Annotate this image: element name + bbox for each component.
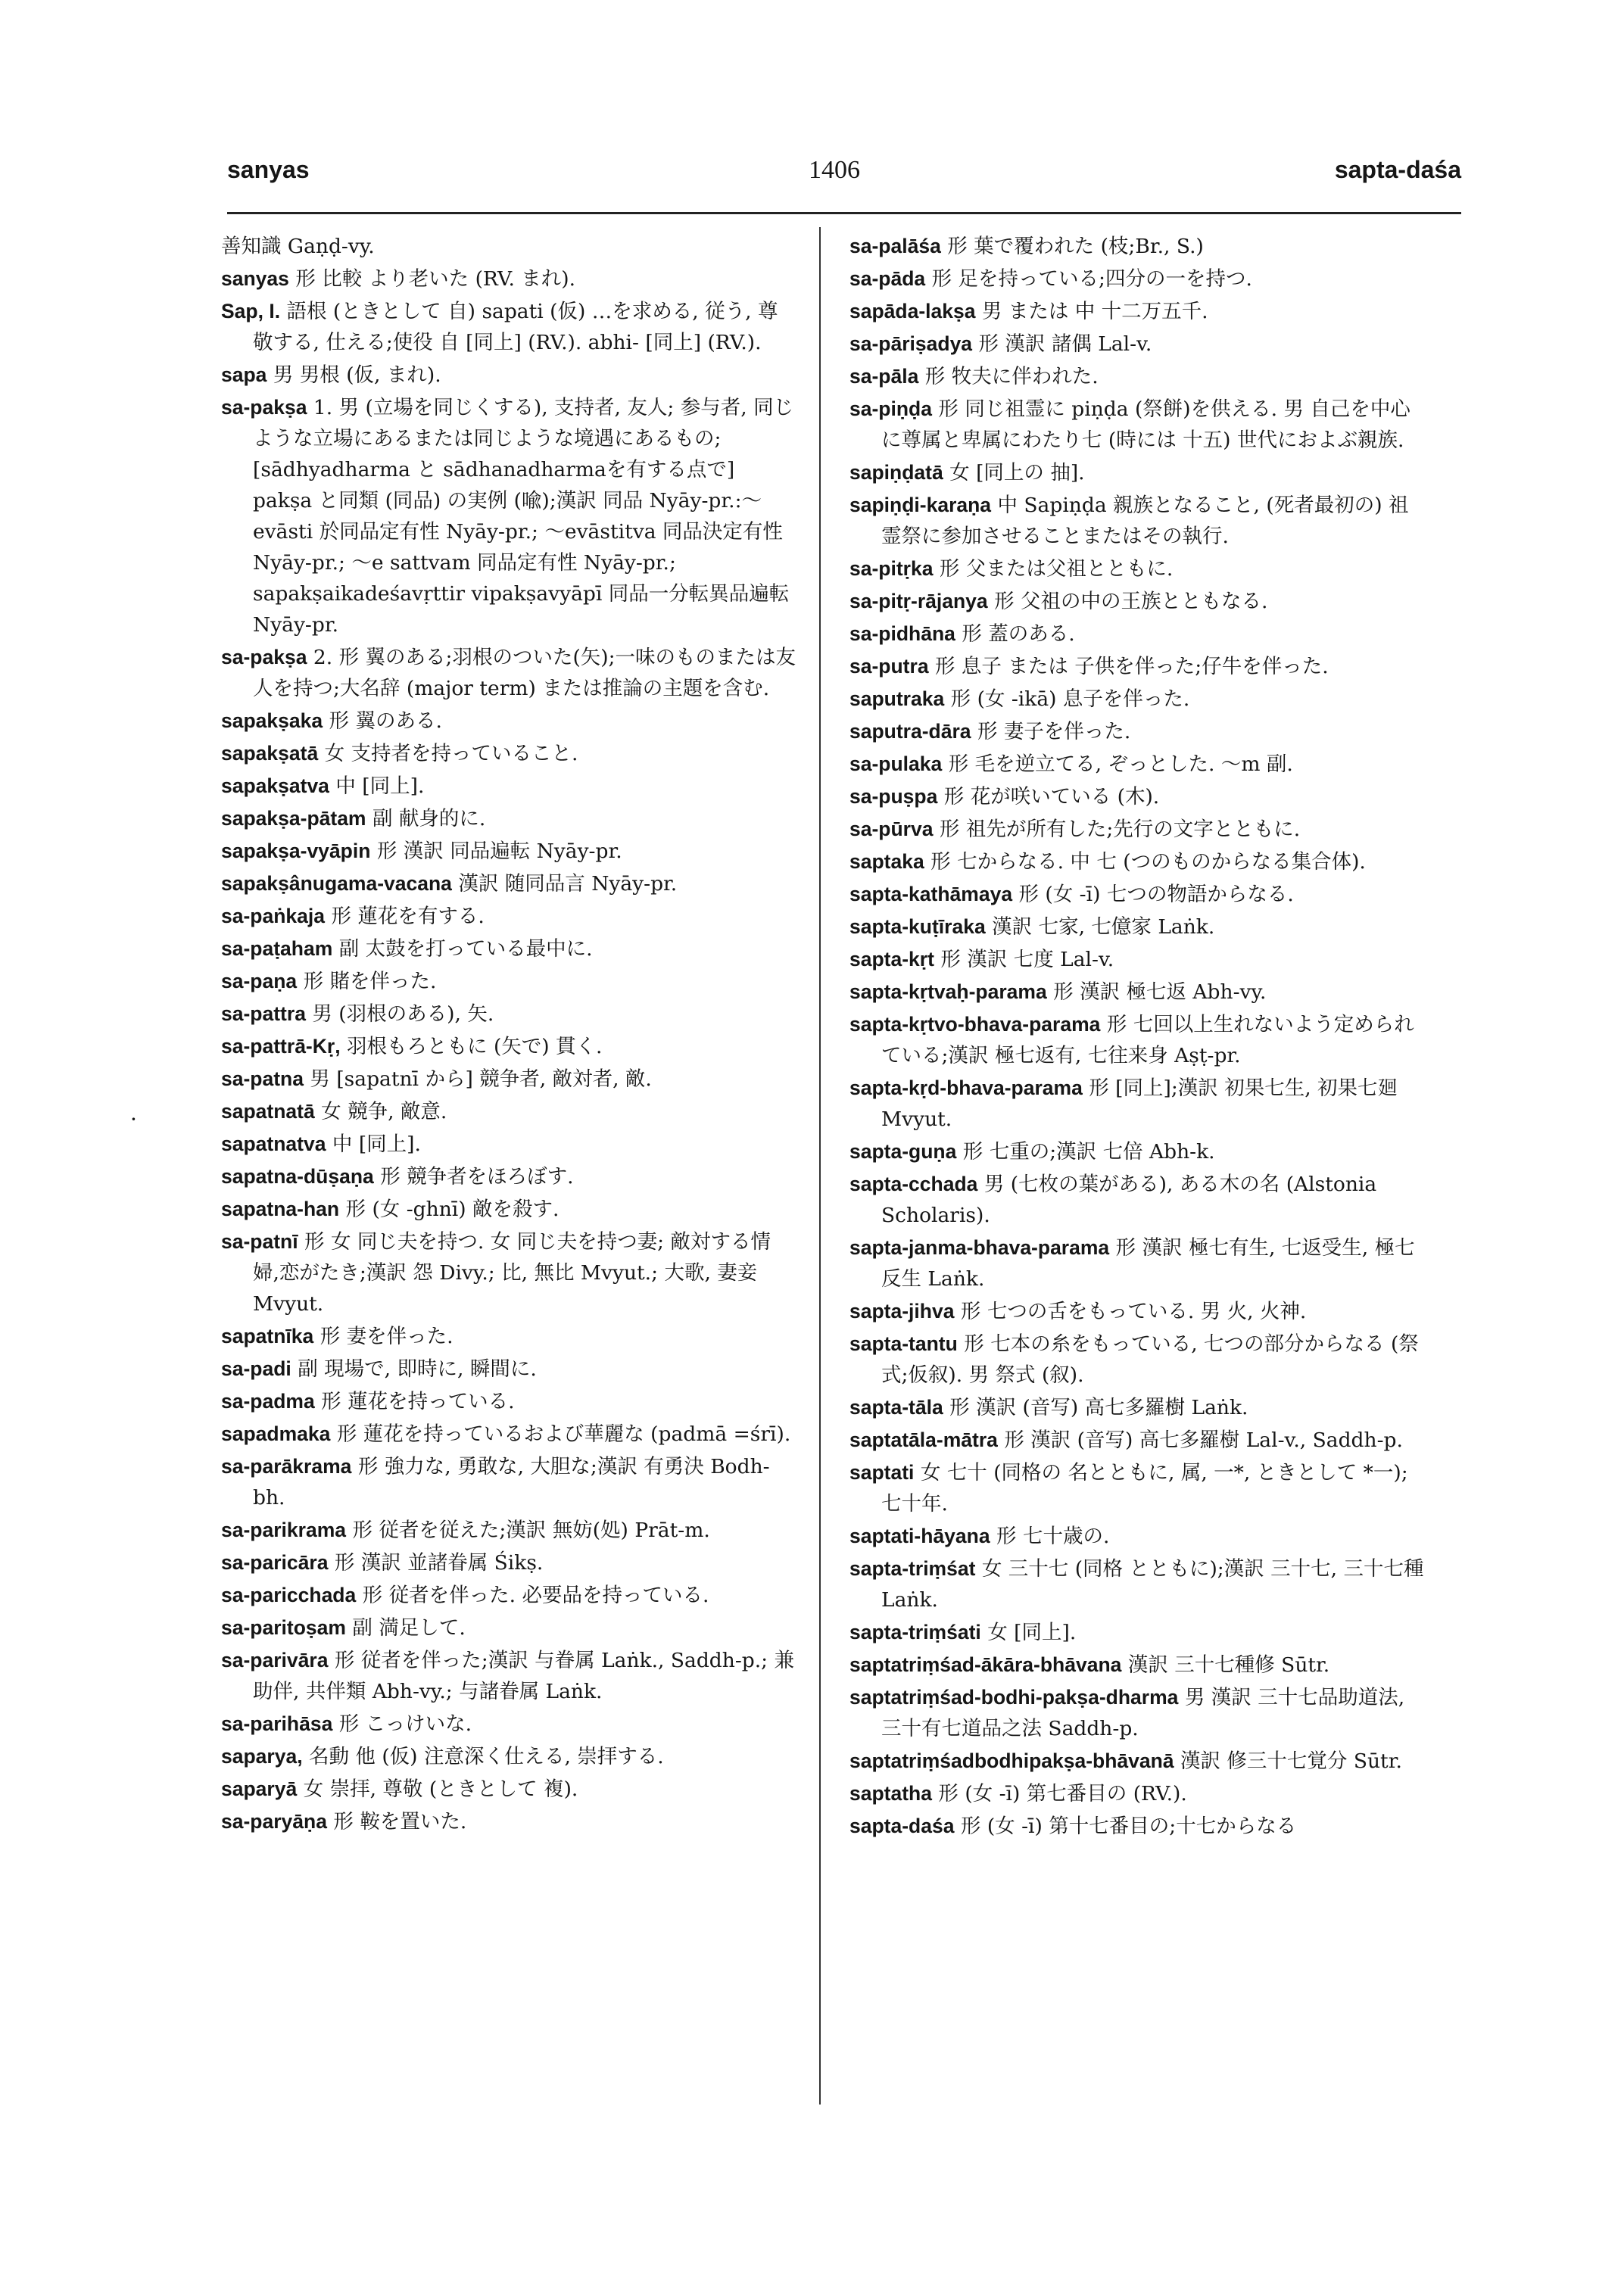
entry-headword: sa-pidhāna <box>849 622 955 645</box>
entry-headword: sapta-kṛd-bhava-parama <box>849 1076 1083 1099</box>
dictionary-entry <box>849 977 1425 1008</box>
entry-definition: 形 漢訳 諸偶 Lal-v. <box>978 332 1152 356</box>
dictionary-entry <box>221 771 796 802</box>
entry-definition: 形 蓮花を有する. <box>331 905 485 928</box>
stray-mark: · <box>130 1107 137 1132</box>
dictionary-entry <box>221 296 796 358</box>
entry-headword: sapāda-lakṣa <box>849 300 976 322</box>
dictionary-entry <box>849 1811 1425 1842</box>
dictionary-entry <box>849 846 1425 877</box>
entry-definition: 形 (女 -ī) 七つの物語からなる. <box>1018 883 1294 906</box>
entry-definition: 形 強力な, 勇敢な, 大胆な;漢訳 有勇決 Bodh-bh. <box>253 1455 770 1509</box>
dictionary-entry <box>221 1386 796 1417</box>
entry-headword: sa-puṣpa <box>849 785 938 808</box>
entry-definition: 男 (羽根のある), 矢. <box>312 1002 494 1026</box>
entry-definition: 形 毛を逆立てる, ぞっとした. ～m 副. <box>948 752 1293 776</box>
entry-headword: sanyas <box>221 267 289 290</box>
entry-headword: saputra-dāra <box>849 720 971 743</box>
entry-headword: sa-pāriṣadya <box>849 332 973 355</box>
entry-headword: sapakṣatā <box>221 742 319 765</box>
entry-headword: sapakṣa-vyāpin <box>221 840 371 862</box>
entry-headword: sapta-daśa <box>849 1815 955 1837</box>
entry-definition: 形 葉で覆われた (枝;Br., S.) <box>947 235 1204 258</box>
header-rule <box>227 212 1461 214</box>
entry-headword: sa-paricāra <box>221 1551 329 1574</box>
entry-headword: sa-patnī <box>221 1230 298 1253</box>
dictionary-entry <box>849 231 1425 262</box>
entry-headword: sa-pattrā-Kṛ, <box>221 1035 341 1058</box>
entry-headword: sapakṣa-pātam <box>221 807 366 830</box>
entry-headword: sa-paryāṇa <box>221 1810 327 1833</box>
entry-definition: 男 (七枚の葉がある), ある木の名 (Alstonia Scholaris). <box>881 1173 1377 1227</box>
dictionary-entry <box>849 553 1425 584</box>
entry-definition: 男 漢訳 三十七品助道法, 三十有七道品之法 Saddh-p. <box>881 1686 1405 1740</box>
entry-headword: sa-parākrama <box>221 1455 352 1478</box>
entry-definition: 1. 男 (立場を同じくする), 支持者, 友人; 参与者, 同じような立場にあるまたは同じような境遇にあるもの;[sādhyadharma と sādhanadharmaを有する点で] pakṣa と同類 (同品) の実例 (喩);漢訳 同品 Nyāy-pr.:～evāsti 於同品定有性 Nyāy-pr.; ～evāstitva 同品決定有性 Nyāy-pr.; ～e sattvam 同品定有性 Nyāy-pr.; sapakṣaikadeśavṛttir vipakṣavyāpī 同品一分転異品遍転 Nyāy-pr. <box>253 396 794 637</box>
entry-definition: 形 七重の;漢訳 七倍 Abh-k. <box>962 1140 1215 1164</box>
page-number: 1406 <box>809 156 860 184</box>
entry-headword: sapta-cchada <box>849 1173 978 1195</box>
dictionary-entry <box>221 1806 796 1837</box>
dictionary-entry <box>849 1296 1425 1327</box>
entry-definition: 男 男根 (仮, まれ). <box>273 363 441 387</box>
entry-headword: sa-parikrama <box>221 1519 346 1541</box>
entry-definition: 漢訳 三十七種修 Sūtr. <box>1127 1653 1330 1677</box>
dictionary-entry <box>221 966 796 997</box>
entry-headword: sa-pakṣa <box>221 646 307 668</box>
entry-definition: 形 (女 -ghnī) 敵を殺す. <box>345 1198 560 1221</box>
dictionary-entry <box>221 392 796 640</box>
entry-headword: sa-paṇa <box>221 970 298 992</box>
dictionary-entry <box>849 1617 1425 1648</box>
entry-headword: saptatriṃśad-bodhi-pakṣa-dharma <box>849 1686 1179 1709</box>
dictionary-entry <box>849 490 1425 552</box>
entry-headword: sapta-guṇa <box>849 1140 957 1163</box>
entry-definition: 女 崇拝, 尊敬 (ときとして 複). <box>303 1777 578 1801</box>
entry-definition: 形 七回以上生れないよう定められている;漢訳 極七返有, 七往来身 Aṣṭ-pr. <box>881 1013 1414 1067</box>
entry-definition: 形 蓮花を持っている. <box>321 1390 515 1413</box>
entry-definition: 2. 形 翼のある;羽根のついた(矢);一味のものまたは友人を持つ;大名辞 (major term) または推論の主題を含む. <box>253 646 796 700</box>
entry-definition: 善知識 Gaṇḍ-vy. <box>221 235 375 258</box>
entry-headword: sapiṇḍi-karaṇa <box>849 494 992 516</box>
dictionary-entry <box>221 1612 796 1643</box>
entry-definition: 形 従者を従えた;漢訳 無妨(処) Prāt-m. <box>352 1519 710 1542</box>
entry-headword: sapta-janma-bhava-parama <box>849 1236 1110 1259</box>
dictionary-entry <box>849 1650 1425 1681</box>
dictionary-entry <box>221 1226 796 1319</box>
entry-headword: sapatnatva <box>221 1132 326 1155</box>
entry-definition: 中 [同上]. <box>332 1132 421 1156</box>
entry-definition: 女 三十七 (同格 とともに);漢訳 三十七, 三十七種 Laṅk. <box>881 1557 1424 1612</box>
dictionary-entry <box>221 1354 796 1385</box>
entry-headword: saptatāla-mātra <box>849 1428 998 1451</box>
dictionary-entry <box>221 1161 796 1192</box>
entry-definition: 形 従者を伴った;漢訳 与眷属 Laṅk., Saddh-p.; 兼助伴, 共伴類 Abh-vy.; 与諸眷属 Laṅk. <box>253 1649 795 1703</box>
dictionary-entry <box>221 1129 796 1160</box>
dictionary-entry <box>221 706 796 737</box>
entry-headword: sa-padma <box>221 1390 315 1413</box>
dictionary-entry <box>221 1580 796 1611</box>
entry-definition: 形 蓮花を持っているおよび華麗な (padmā =śrī). <box>336 1422 791 1446</box>
entry-definition: 副 満足して. <box>352 1616 466 1640</box>
entry-headword: sapatna-han <box>221 1198 340 1220</box>
entry-definition: 形 父または父祖とともに. <box>939 557 1174 581</box>
right-column <box>849 231 1425 1843</box>
entry-definition: 語根 (ときとして 自) sapati (仮) …を求める, 従う, 尊敬する, 仕える;使役 自 [同上] (RV.). abhi- [同上] (RV.). <box>253 300 778 354</box>
dictionary-entry <box>221 1645 796 1707</box>
entry-definition: 女 競争, 敵意. <box>321 1100 447 1123</box>
entry-definition: 漢訳 随同品言 Nyāy-pr. <box>458 872 678 896</box>
entry-definition: 男 [sapatnī から] 競争者, 敵対者, 敵. <box>310 1067 652 1091</box>
entry-definition: 名動 他 (仮) 注意深く仕える, 崇拝する. <box>309 1745 664 1768</box>
entry-definition: 形 (女 -ī) 第七番目の (RV.). <box>938 1782 1187 1805</box>
entry-headword: sapta-tāla <box>849 1396 943 1419</box>
dictionary-entry <box>221 836 796 867</box>
dictionary-entry <box>221 1451 796 1513</box>
entry-definition: 中 [同上]. <box>335 774 425 798</box>
dictionary-entry <box>221 901 796 932</box>
dictionary-entry <box>849 1457 1425 1519</box>
entry-headword: sa-piṇḍa <box>849 397 932 420</box>
entry-headword: sapatna-dūṣaṇa <box>221 1165 374 1188</box>
entry-headword: sa-pāla <box>849 365 919 388</box>
dictionary-entry <box>221 1321 796 1352</box>
dictionary-entry <box>221 231 796 262</box>
entry-headword: sapiṇḍatā <box>849 461 943 484</box>
entry-headword: sa-pulaka <box>849 752 943 775</box>
dictionary-entry <box>849 879 1425 910</box>
entry-headword: sapatnīka <box>221 1325 314 1347</box>
entry-definition: 形 賭を伴った. <box>303 970 437 993</box>
entry-definition: 形 七つの舌をもっている. 男 火, 火神. <box>960 1300 1307 1323</box>
dictionary-entry <box>849 394 1425 456</box>
entry-definition: 形 同じ祖霊に piṇḍa (祭餅)を供える. 男 自己を中心に尊属と卑属にわたり七 (時には 十五) 世代におよぶ親族. <box>881 397 1410 452</box>
dictionary-entry <box>849 1392 1425 1423</box>
dictionary-entry <box>849 586 1425 617</box>
dictionary-entry <box>849 814 1425 845</box>
entry-definition: 形 花が咲いている (木). <box>943 785 1160 808</box>
dictionary-entry <box>849 1009 1425 1071</box>
entry-headword: sa-patna <box>221 1067 304 1090</box>
entry-definition: 中 Sapiṇḍa 親族となること, (死者最初の) 祖霊祭に参加させることまたはその執行. <box>881 494 1409 548</box>
dictionary-entry <box>221 803 796 834</box>
dictionary-entry <box>849 263 1425 294</box>
entry-headword: sa-pakṣa <box>221 396 307 419</box>
dictionary-entry <box>849 1425 1425 1456</box>
entry-headword: sa-pitṛka <box>849 557 934 580</box>
entry-definition: 羽根もろともに (矢で) 貫く. <box>347 1035 603 1058</box>
dictionary-entry <box>849 781 1425 812</box>
dictionary-entry <box>221 1194 796 1225</box>
dictionary-entry <box>849 1073 1425 1135</box>
entry-headword: saptatriṃśad-ākāra-bhāvana <box>849 1653 1122 1676</box>
dictionary-entry <box>849 1329 1425 1391</box>
entry-headword: sa-putra <box>849 655 929 678</box>
entry-definition: 漢訳 七家, 七億家 Laṅk. <box>992 915 1215 939</box>
entry-definition: 女 支持者を持っていること. <box>324 742 578 765</box>
entry-definition: 形 比較 より老いた (RV. まれ). <box>295 267 576 291</box>
entry-definition: 形 翼のある. <box>329 709 442 733</box>
entry-definition: 副 現場で, 即時に, 瞬間に. <box>298 1357 537 1381</box>
entry-headword: sapadmaka <box>221 1422 331 1445</box>
dictionary-entry <box>849 684 1425 715</box>
dictionary-entry <box>849 1553 1425 1615</box>
entry-headword: saptati <box>849 1461 915 1484</box>
entry-headword: sapta-kṛtvaḥ-parama <box>849 980 1047 1003</box>
entry-headword: sapta-kathāmaya <box>849 883 1013 905</box>
entry-definition: 形 足を持っている;四分の一を持つ. <box>931 267 1252 291</box>
dictionary-entry <box>849 749 1425 780</box>
entry-definition: 形 漢訳 同品遍転 Nyāy-pr. <box>376 840 622 863</box>
dictionary-entry <box>849 944 1425 975</box>
entry-headword: sa-paṅkaja <box>221 905 325 927</box>
entry-definition: 女 七十 (同格の 名とともに, 属, 一*, ときとして *一);七十年. <box>881 1461 1408 1516</box>
entry-definition: 形 女 同じ夫を持つ. 女 同じ夫を持つ妻; 敵対する情婦,恋がたき;漢訳 怨 Divy.; 比, 無比 Mvyut.; 大歌, 妻妾 Mvyut. <box>253 1230 771 1316</box>
entry-definition: 形 妻子を伴った. <box>977 720 1131 743</box>
entry-headword: sapakṣaka <box>221 709 323 732</box>
entry-headword: sa-paricchada <box>221 1584 357 1606</box>
dictionary-entry <box>849 1169 1425 1231</box>
entry-headword: saputraka <box>849 687 945 710</box>
entry-headword: sapta-jihva <box>849 1300 955 1323</box>
dictionary-entry <box>221 1064 796 1095</box>
entry-definition: 漢訳 修三十七覚分 Sūtr. <box>1180 1749 1402 1773</box>
entry-headword: sapta-kṛt <box>849 948 934 970</box>
dictionary-entry <box>221 1547 796 1578</box>
entry-definition: 形 [同上];漢訳 初果七生, 初果七廻 Mvyut. <box>881 1076 1398 1131</box>
entry-headword: saptati-hāyana <box>849 1525 990 1547</box>
entry-headword: sa-palāśa <box>849 235 941 257</box>
dictionary-entry <box>221 1096 796 1127</box>
entry-headword: sapta-triṃśati <box>849 1621 981 1643</box>
entry-headword: sa-paritoṣam <box>221 1616 346 1639</box>
entry-definition: 形 競争者をほろぼす. <box>380 1165 574 1189</box>
dictionary-entry <box>849 1521 1425 1552</box>
dictionary-entry <box>221 263 796 294</box>
dictionary-entry <box>221 1709 796 1740</box>
entry-headword: sapakṣânugama-vacana <box>221 872 452 895</box>
entry-definition: 形 鞍を置いた. <box>333 1810 467 1833</box>
entry-headword: sapta-tantu <box>849 1332 958 1355</box>
dictionary-entry <box>849 911 1425 942</box>
entry-definition: 形 蓋のある. <box>962 622 1075 646</box>
entry-headword: saptaka <box>849 850 924 873</box>
entry-headword: saparyā <box>221 1777 298 1800</box>
entry-headword: sa-paṭaham <box>221 937 333 960</box>
dictionary-entry <box>221 999 796 1030</box>
dictionary-entry <box>221 1419 796 1450</box>
entry-headword: sa-parivāra <box>221 1649 329 1671</box>
entry-definition: 形 漢訳 極七返 Abh-vy. <box>1053 980 1267 1004</box>
entry-definition: 女 [同上の 抽]. <box>949 461 1085 484</box>
dictionary-entry <box>849 361 1425 392</box>
entry-definition: 形 七本の糸をもっている, 七つの部分からなる (祭式;仮叙). 男 祭式 (叙). <box>881 1332 1419 1387</box>
entry-definition: 形 父祖の中の王族とともなる. <box>994 590 1268 613</box>
entry-headword: sapa <box>221 363 267 386</box>
entry-definition: 形 息子 または 子供を伴った;仔牛を伴った. <box>935 655 1329 678</box>
dictionary-entry <box>849 1682 1425 1744</box>
dictionary-entry <box>221 1774 796 1805</box>
dictionary-entry <box>221 642 796 704</box>
dictionary-entry <box>221 738 796 769</box>
entry-headword: Sap, I. <box>221 300 281 322</box>
entry-definition: 形 妻を伴った. <box>320 1325 454 1348</box>
dictionary-entry <box>849 1746 1425 1777</box>
entry-headword: sa-pāda <box>849 267 926 290</box>
entry-definition: 形 こっけいな. <box>338 1712 472 1736</box>
entry-headword: sapta-kṛtvo-bhava-parama <box>849 1013 1101 1036</box>
entry-definition: 形 七十歳の. <box>996 1525 1110 1548</box>
entry-headword: sa-padi <box>221 1357 291 1380</box>
column-divider <box>819 227 821 2105</box>
entry-definition: 形 漢訳 (音写) 高七多羅樹 Laṅk. <box>949 1396 1248 1419</box>
dictionary-entry <box>221 1515 796 1546</box>
entry-headword: sapta-triṃśat <box>849 1557 976 1580</box>
left-column <box>221 231 796 1839</box>
entry-headword: sapatnatā <box>221 1100 315 1123</box>
dictionary-entry <box>849 329 1425 360</box>
dictionary-entry <box>849 296 1425 327</box>
dictionary-entry <box>849 1136 1425 1167</box>
entry-definition: 形 祖先が所有した;先行の文字とともに. <box>939 818 1301 841</box>
dictionary-entry <box>221 933 796 964</box>
entry-definition: 形 牧夫に伴われた. <box>924 365 1099 388</box>
entry-definition: 形 漢訳 (音写) 高七多羅樹 Lal-v., Saddh-p. <box>1004 1428 1403 1452</box>
dictionary-entry <box>849 1778 1425 1809</box>
entry-headword: sa-pattra <box>221 1002 306 1025</box>
dictionary-entry <box>849 1232 1425 1294</box>
dictionary-entry <box>849 716 1425 747</box>
dictionary-entry <box>221 1741 796 1772</box>
entry-definition: 形 (女 -ī) 第十七番目の;十七からなる <box>960 1815 1297 1838</box>
running-head-left: sanyas <box>227 156 310 183</box>
dictionary-entry <box>221 1031 796 1062</box>
entry-definition: 形 従者を伴った. 必要品を持っている. <box>362 1584 709 1607</box>
entry-headword: sapakṣatva <box>221 774 329 797</box>
entry-headword: sa-parihāsa <box>221 1712 333 1735</box>
entry-definition: 形 漢訳 七度 Lal-v. <box>940 948 1114 971</box>
entry-definition: 副 太鼓を打っている最中に. <box>338 937 593 961</box>
dictionary-entry <box>849 618 1425 650</box>
entry-headword: saptatriṃśadbodhipakṣa-bhāvanā <box>849 1749 1174 1772</box>
entry-definition: 形 七からなる. 中 七 (つのものからなる集合体). <box>930 850 1366 874</box>
dictionary-entry <box>221 360 796 391</box>
entry-definition: 男 または 中 十二万五千. <box>981 300 1208 323</box>
entry-definition: 副 献身的に. <box>372 807 486 830</box>
dictionary-entry <box>849 651 1425 682</box>
entry-headword: saparya, <box>221 1745 303 1768</box>
entry-headword: saptatha <box>849 1782 932 1805</box>
entry-definition: 女 [同上]. <box>987 1621 1077 1644</box>
running-head-right: sapta-daśa <box>1334 156 1461 183</box>
entry-definition: 形 (女 -ikā) 息子を伴った. <box>950 687 1190 711</box>
entry-definition: 形 漢訳 並諸眷属 Śikṣ. <box>334 1551 544 1575</box>
entry-headword: sa-pitṛ-rājanya <box>849 590 988 612</box>
entry-definition: 形 漢訳 極七有生, 七返受生, 極七反生 Laṅk. <box>881 1236 1415 1291</box>
entry-headword: sapta-kuṭīraka <box>849 915 986 938</box>
dictionary-entry <box>221 868 796 899</box>
dictionary-entry <box>849 457 1425 488</box>
entry-headword: sa-pūrva <box>849 818 934 840</box>
